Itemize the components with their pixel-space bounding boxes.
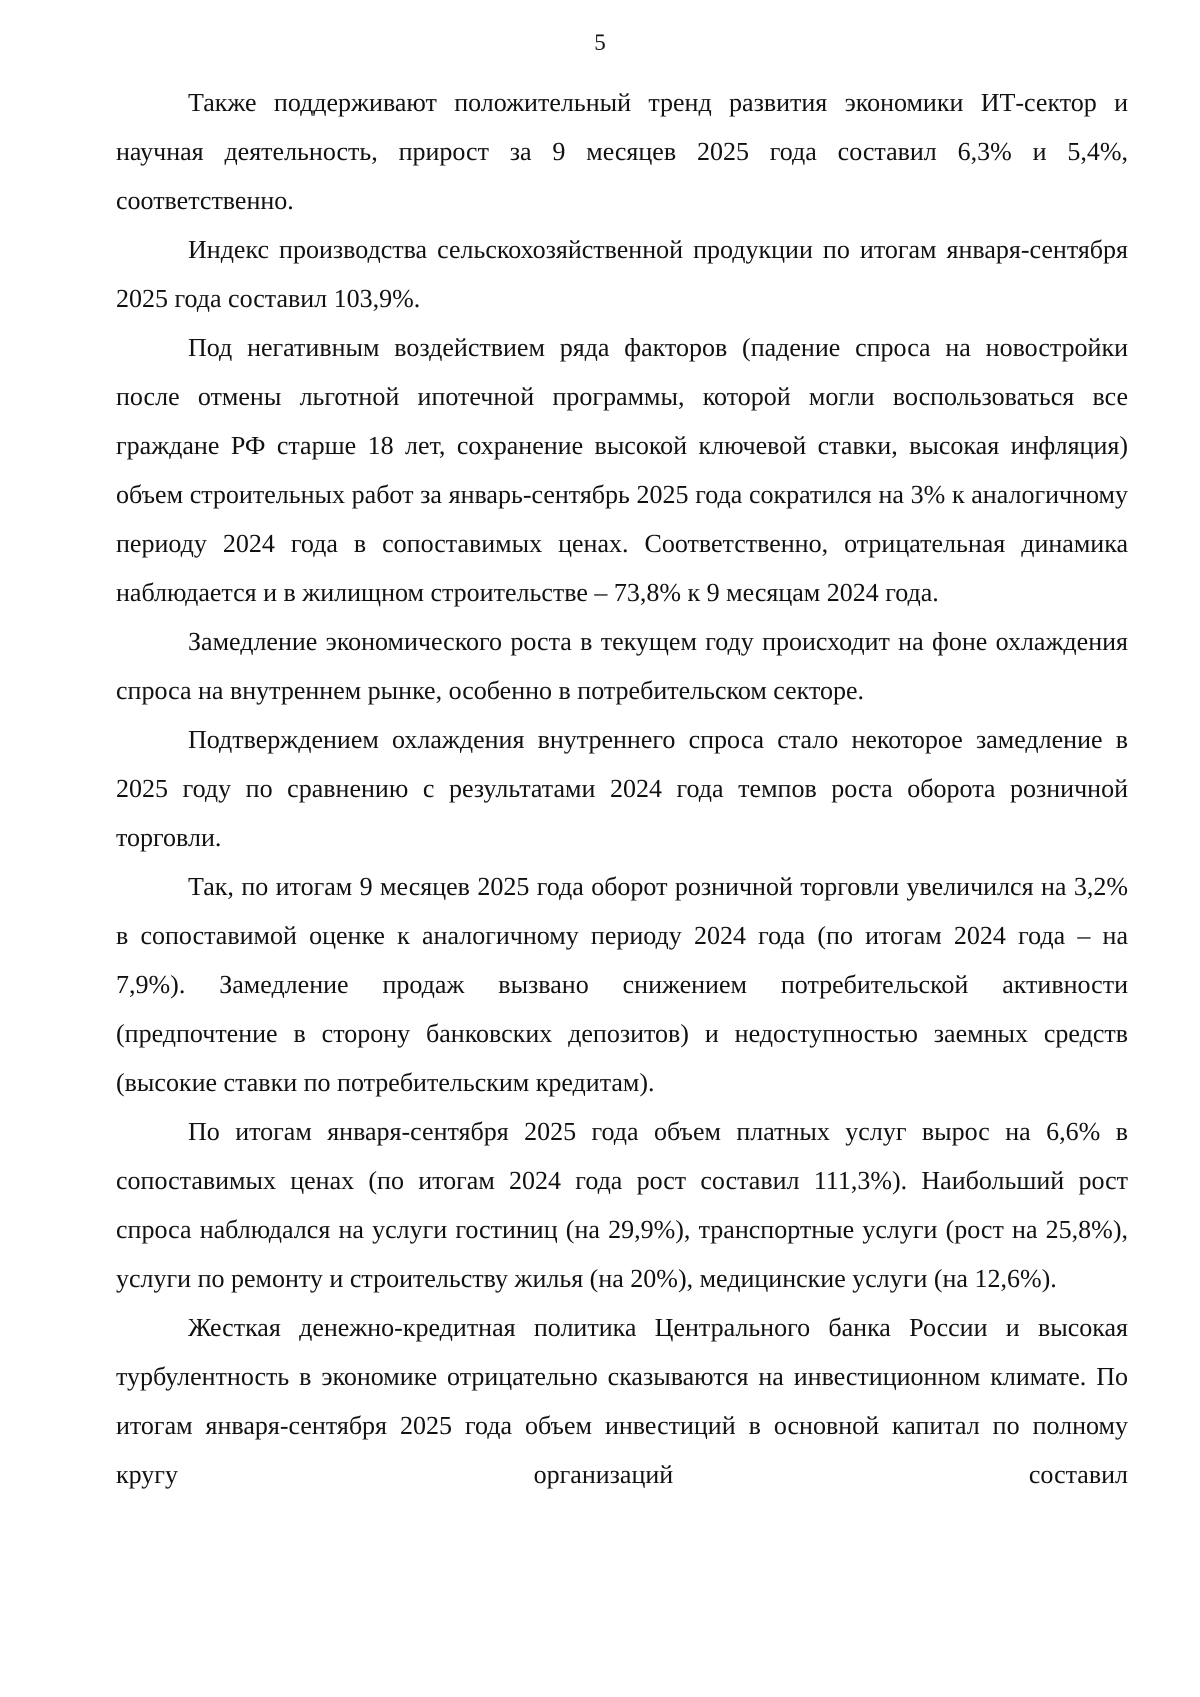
paragraph-paid-services: По итогам января-сентября 2025 года объем платных услуг вырос на 6,6% в сопоставимых ценах (по итогам 2024 года рост составил 111,3%). Наибольший рост спроса наблюдался на услуги гостиниц (на 29,9%), транспортные услуги (рост на 25,8%), услуги по ремонту и строительству жилья (на 20%), медицинские услуги (на 12,6%). <box>116 1117 1128 1293</box>
paragraph-domestic-demand: Подтверждением охлаждения внутреннего спроса стало некоторое замедление в 2025 году по сравнению с результатами 2024 года темпов роста оборота розничной торговли. <box>116 725 1128 852</box>
paragraph-it-sector-growth: Также поддерживают положительный тренд развития экономики ИТ-сектор и научная деятельность, прирост за 9 месяцев 2025 года составил 6,3% и 5,4%, соответственно. <box>116 88 1128 215</box>
paragraph-investment-climate: Жесткая денежно-кредитная политика Центрального банка России и высокая турбулентность в экономике отрицательно сказываются на инвестиционном климате. По итогам января-сентября 2025 года объем инвестиций в основной капитал по полному кругу организаций составил <box>116 1313 1128 1489</box>
paragraph-economic-slowdown: Замедление экономического роста в текущем году происходит на фоне охлаждения спроса на внутреннем рынке, особенно в потребительском секторе. <box>116 627 1128 705</box>
document-body <box>116 78 1128 1499</box>
page-number: 5 <box>594 30 606 55</box>
paragraph-retail-trade: Так, по итогам 9 месяцев 2025 года оборот розничной торговли увеличился на 3,2% в сопоставимой оценке к аналогичному периоду 2024 года (по итогам 2024 года – на 7,9%). Замедление продаж вызвано снижением потребительской активности (предпочтение в сторону банковских депозитов) и недоступностью заемных средств (высокие ставки по потребительским кредитам). <box>116 872 1128 1097</box>
paragraph-agriculture-index: Индекс производства сельскохозяйственной продукции по итогам января-сентября 2025 года составил 103,9%. <box>116 235 1128 313</box>
paragraph-construction-decline: Под негативным воздействием ряда факторов (падение спроса на новостройки после отмены льготной ипотечной программы, которой могли воспользоваться все граждане РФ старше 18 лет, сохранение высокой ключевой ставки, высокая инфляция) объем строительных работ за январь-сентябрь 2025 года сократился на 3% к аналогичному периоду 2024 года в сопоставимых ценах. Соответственно, отрицательная динамика наблюдается и в жилищном строительстве – 73,8% к 9 месяцам 2024 года. <box>116 333 1128 607</box>
